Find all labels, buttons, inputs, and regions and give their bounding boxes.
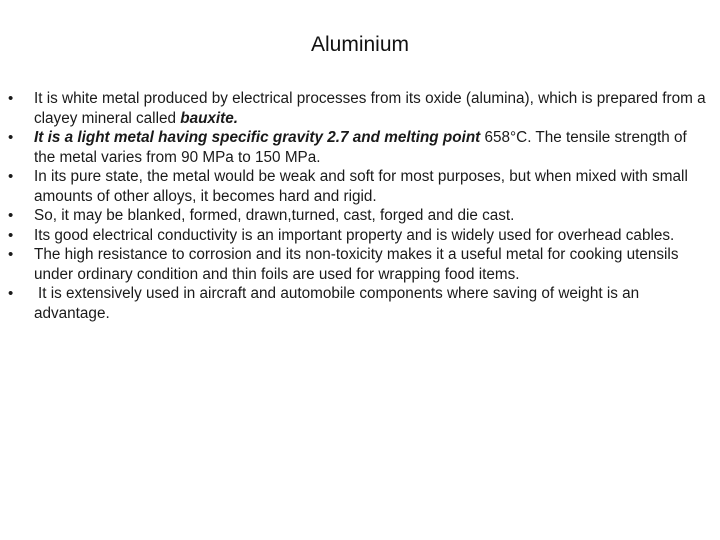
bullet-list <box>8 89 712 323</box>
bullet-item <box>8 167 712 206</box>
bullet-dot: • <box>8 168 14 185</box>
bullet-text-emphasis: bauxite. <box>180 109 239 127</box>
bullet-text: It is extensively used in aircraft and automobile components where saving of weight is an advantage. <box>34 285 640 322</box>
bullet-text-emphasis: It is a light metal having specific gravity 2.7 and melting point <box>34 129 481 146</box>
bullet-item <box>8 245 712 284</box>
bullet-dot: • <box>8 285 14 302</box>
bullet-item <box>8 128 712 167</box>
slide-title: Aluminium <box>310 33 410 56</box>
bullet-text: 658°C. The tensile strength of the metal varies from 90 MPa to 150 MPa. <box>34 129 687 166</box>
bullet-item <box>8 284 712 323</box>
bullet-text: Its good electrical conductivity is an important property and is widely used for overhead cables. <box>34 226 675 244</box>
bullet-text: So, it may be blanked, formed, drawn,turned, cast, forged and die cast. <box>34 207 515 224</box>
bullet-text: The high resistance to corrosion and its non-toxicity makes it a useful metal for cooking utensils under ordinary condition and thin foils are used for wrapping food items. <box>34 246 679 283</box>
bullet-text: In its pure state, the metal would be weak and soft for most purposes, but when mixed with small amounts of other alloys, it becomes hard and rigid. <box>34 168 688 205</box>
bullet-text: It is white metal produced by electrical processes from its oxide (alumina), which is prepared from a clayey mineral called <box>34 90 706 127</box>
bullet-item <box>8 226 712 246</box>
bullet-dot: • <box>8 90 14 107</box>
bullet-dot: • <box>8 129 14 146</box>
bullet-dot: • <box>8 246 14 263</box>
bullet-item <box>8 206 712 226</box>
bullet-dot: • <box>8 207 14 224</box>
bullet-dot: • <box>8 226 14 244</box>
bullet-item <box>8 89 712 128</box>
